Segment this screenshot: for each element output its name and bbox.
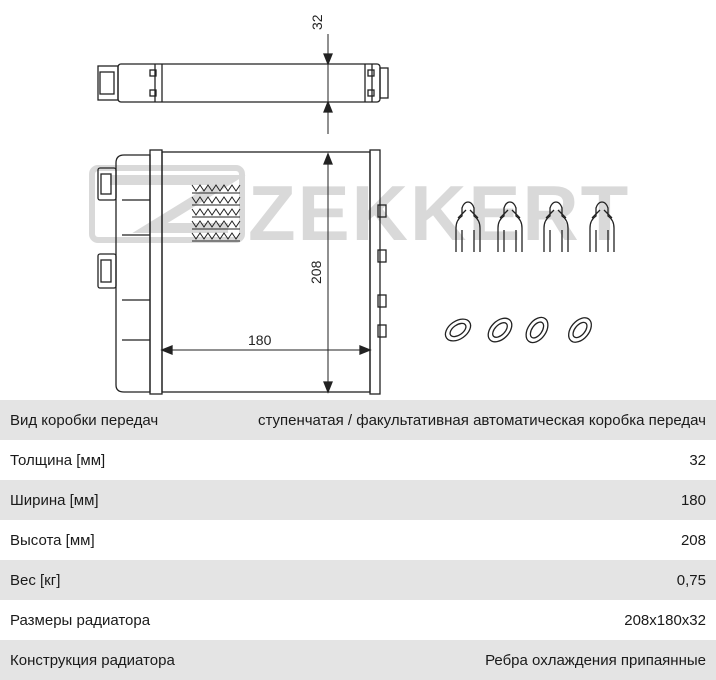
o-ring-1 — [441, 315, 474, 346]
spec-value: 0,75 — [676, 571, 706, 589]
specifications-table — [0, 400, 716, 680]
spec-value: ступенчатая / факультативная автоматическая коробка передач — [257, 411, 706, 429]
o-ring-3 — [522, 313, 553, 346]
spec-value: 208x180x32 — [624, 611, 706, 629]
spec-row-dimensions — [0, 600, 716, 640]
radiator-top-view — [98, 34, 388, 134]
width-dimension-label: 180 — [248, 332, 272, 348]
o-ring-2 — [484, 314, 517, 347]
thickness-dimension-label: 32 — [309, 14, 325, 30]
spec-label: Конструкция радиатора — [10, 651, 175, 669]
spec-row-construction — [0, 640, 716, 680]
spec-row-width — [0, 480, 716, 520]
spec-label: Ширина [мм] — [10, 491, 99, 509]
spec-row-weight — [0, 560, 716, 600]
spec-value: 32 — [689, 451, 706, 469]
spec-row-thickness — [0, 440, 716, 480]
spec-row-gearbox-type — [0, 400, 716, 440]
watermark-brand-text: ZEKKERT — [248, 169, 631, 257]
spec-label: Вес [кг] — [10, 571, 61, 589]
spec-row-height — [0, 520, 716, 560]
height-dimension-label: 208 — [308, 260, 324, 284]
spec-value: 180 — [680, 491, 706, 509]
spec-value: Ребра охлаждения припаянные — [485, 651, 706, 669]
spec-value: 208 — [680, 531, 706, 549]
spec-label: Толщина [мм] — [10, 451, 106, 469]
spec-label: Высота [мм] — [10, 531, 95, 549]
o-rings — [441, 313, 596, 346]
o-ring-4 — [564, 313, 596, 346]
spec-label: Вид коробки передач — [10, 411, 159, 429]
spec-label: Размеры радиатора — [10, 611, 151, 629]
